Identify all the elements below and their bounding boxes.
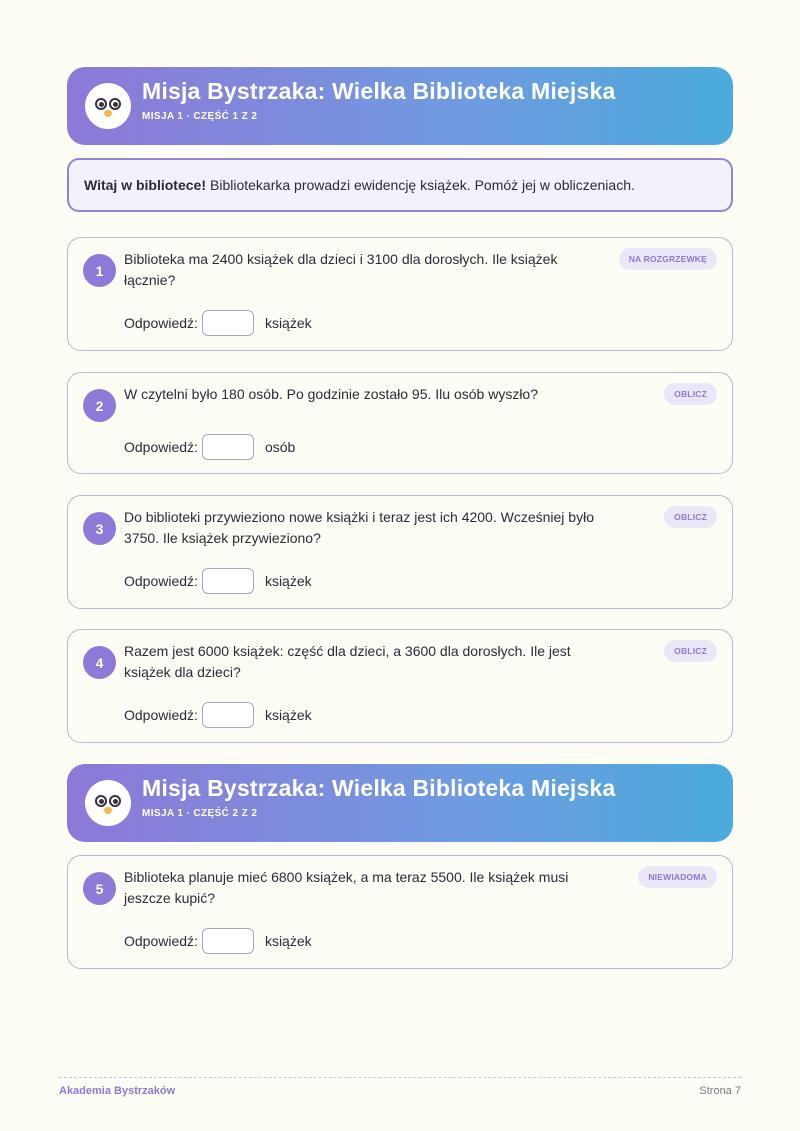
owl-icon bbox=[85, 780, 131, 826]
task-tag: OBLICZ bbox=[664, 640, 717, 662]
answer-label: Odpowiedź: bbox=[124, 707, 198, 723]
intro-text: Bibliotekarka prowadzi ewidencję książek. Pomóż jej w obliczeniach. bbox=[210, 177, 635, 193]
answer-label: Odpowiedź: bbox=[124, 933, 198, 949]
task-question: Biblioteka planuje mieć 6800 książek, a ma teraz 5500. Ile książek musi jeszcze kupić? bbox=[124, 869, 569, 906]
answer-row bbox=[124, 309, 312, 337]
task-number: 4 bbox=[83, 646, 116, 679]
mission-banner bbox=[67, 67, 733, 145]
task-tag: NA ROZGRZEWKĘ bbox=[619, 248, 717, 270]
task-number: 1 bbox=[83, 254, 116, 287]
answer-input[interactable] bbox=[202, 568, 254, 594]
task-card bbox=[67, 855, 733, 969]
answer-row bbox=[124, 567, 312, 595]
intro-bold: Witaj w bibliotece! bbox=[84, 177, 206, 193]
task-card bbox=[67, 237, 733, 351]
task-question: W czytelni było 180 osób. Po godzinie zostało 95. Ilu osób wyszło? bbox=[124, 386, 539, 402]
answer-input[interactable] bbox=[202, 928, 254, 954]
answer-input[interactable] bbox=[202, 310, 254, 336]
banner-title: Misja Bystrzaka: Wielka Biblioteka Miejska bbox=[142, 78, 616, 104]
answer-label: Odpowiedź: bbox=[124, 573, 198, 589]
task-card bbox=[67, 629, 733, 743]
task-number: 5 bbox=[83, 872, 116, 905]
answer-unit: osób bbox=[264, 439, 296, 455]
task-tag: OBLICZ bbox=[664, 506, 717, 528]
mission-banner bbox=[67, 764, 733, 842]
task-number: 3 bbox=[83, 512, 116, 545]
answer-row bbox=[124, 433, 295, 461]
answer-unit: książek bbox=[264, 707, 312, 723]
answer-label: Odpowiedź: bbox=[124, 439, 198, 455]
answer-unit: książek bbox=[264, 933, 312, 949]
banner-title: Misja Bystrzaka: Wielka Biblioteka Miejska bbox=[142, 775, 616, 801]
banner-subtitle: MISJA 1 · CZĘŚĆ 2 Z 2 bbox=[142, 808, 258, 819]
answer-input[interactable] bbox=[202, 702, 254, 728]
task-tag: OBLICZ bbox=[664, 383, 717, 405]
task-card bbox=[67, 372, 733, 474]
answer-label: Odpowiedź: bbox=[124, 315, 198, 331]
task-number: 2 bbox=[83, 389, 116, 422]
answer-input[interactable] bbox=[202, 434, 254, 460]
task-question: Do biblioteki przywieziono nowe książki i teraz jest ich 4200. Wcześniej było 3750. Ile książek przywieziono? bbox=[124, 509, 594, 546]
answer-row bbox=[124, 701, 312, 729]
answer-unit: książek bbox=[264, 573, 312, 589]
banner-subtitle: MISJA 1 · CZĘŚĆ 1 Z 2 bbox=[142, 111, 258, 122]
task-question: Razem jest 6000 książek: część dla dzieci, a 3600 dla dorosłych. Ile jest książek dla dzieci? bbox=[124, 643, 571, 680]
owl-icon bbox=[85, 83, 131, 129]
answer-row bbox=[124, 927, 312, 955]
page-number: Strona 7 bbox=[699, 1085, 741, 1097]
task-tag: NIEWIADOMA bbox=[638, 866, 717, 888]
footer-brand: Akademia Bystrzaków bbox=[59, 1085, 176, 1097]
footer-divider bbox=[59, 1077, 741, 1078]
intro-box bbox=[67, 158, 733, 212]
task-card bbox=[67, 495, 733, 609]
answer-unit: książek bbox=[264, 315, 312, 331]
task-question: Biblioteka ma 2400 książek dla dzieci i 3100 dla dorosłych. Ile książek łącznie? bbox=[124, 251, 558, 288]
